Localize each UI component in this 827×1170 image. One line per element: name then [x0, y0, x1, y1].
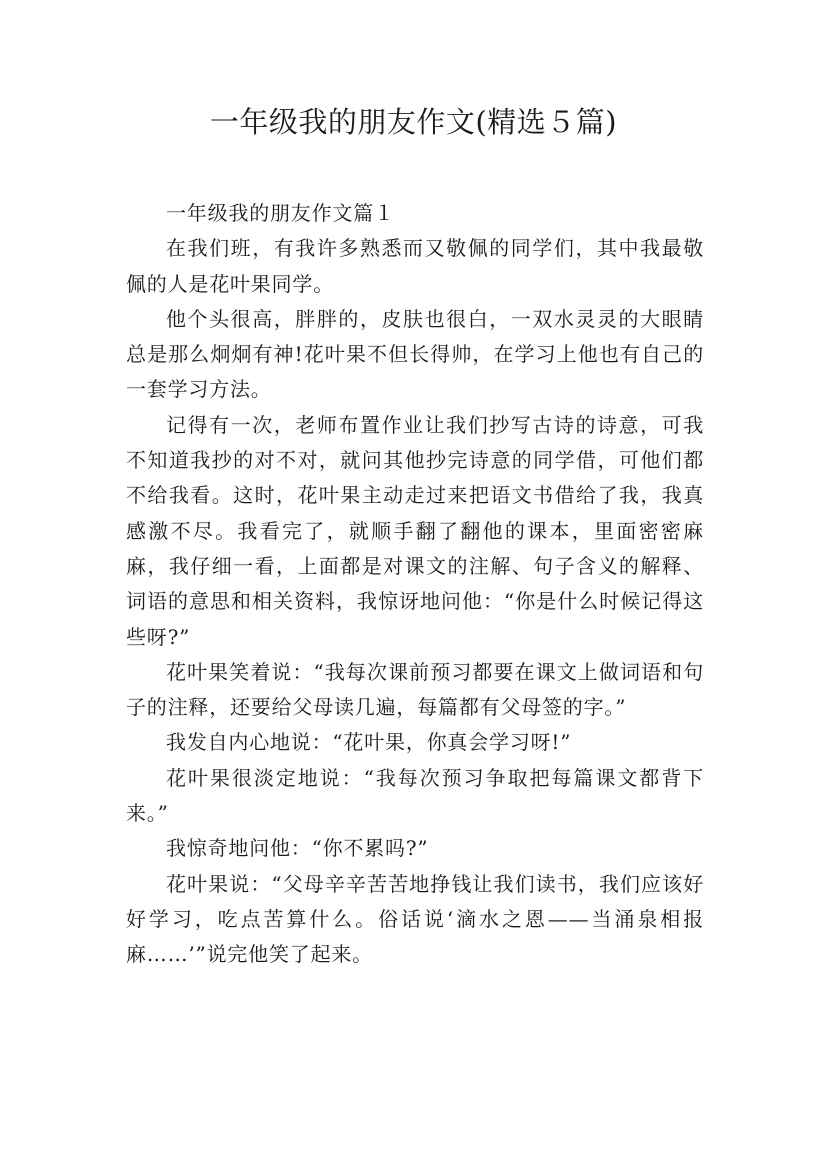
paragraph: 花叶果说：“父母辛辛苦苦地挣钱让我们读书，我们应该好好学习，吃点苦算什么。俗话说‘滴水之恩——当涌泉相报麻……’”说完他笑了起来。 — [126, 871, 704, 967]
paragraph: 记得有一次，老师布置作业让我们抄写古诗的诗意，可我不知道我抄的对不对，就问其他抄完诗意的同学借，可他们都不给我看。这时，花叶果主动走过来把语文书借给了我，我真感激不尽。我看完了，就顺手翻了翻他的课本，里面密密麻麻，我仔细一看，上面都是对课文的注解、句子含义的解释、词语的意思和相关资料，我惊讶地问他：“你是什么时候记得这些呀?” — [126, 412, 704, 649]
document-title: 一年级我的朋友作文(精选５篇) — [209, 105, 618, 139]
paragraph: 他个头很高，胖胖的，皮肤也很白，一双水灵灵的大眼睛总是那么炯炯有神!花叶果不但长得帅，在学习上他也有自己的一套学习方法。 — [126, 306, 704, 402]
paragraph: 在我们班，有我许多熟悉而又敬佩的同学们，其中我最敬佩的人是花叶果同学。 — [126, 236, 704, 296]
section-heading: 一年级我的朋友作文篇１ — [166, 201, 395, 225]
paragraph: 我惊奇地问他：“你不累吗?” — [166, 836, 429, 861]
paragraph: 花叶果笑着说：“我每次课前预习都要在课文上做词语和句子的注释，还要给父母读几遍，每篇都有父母签的字。” — [126, 659, 704, 720]
document-body — [126, 196, 704, 973]
paragraph: 我发自内心地说：“花叶果，你真会学习呀!” — [166, 730, 572, 755]
paragraph: 花叶果很淡定地说：“我每次预习争取把每篇课文都背下来。” — [126, 765, 704, 826]
